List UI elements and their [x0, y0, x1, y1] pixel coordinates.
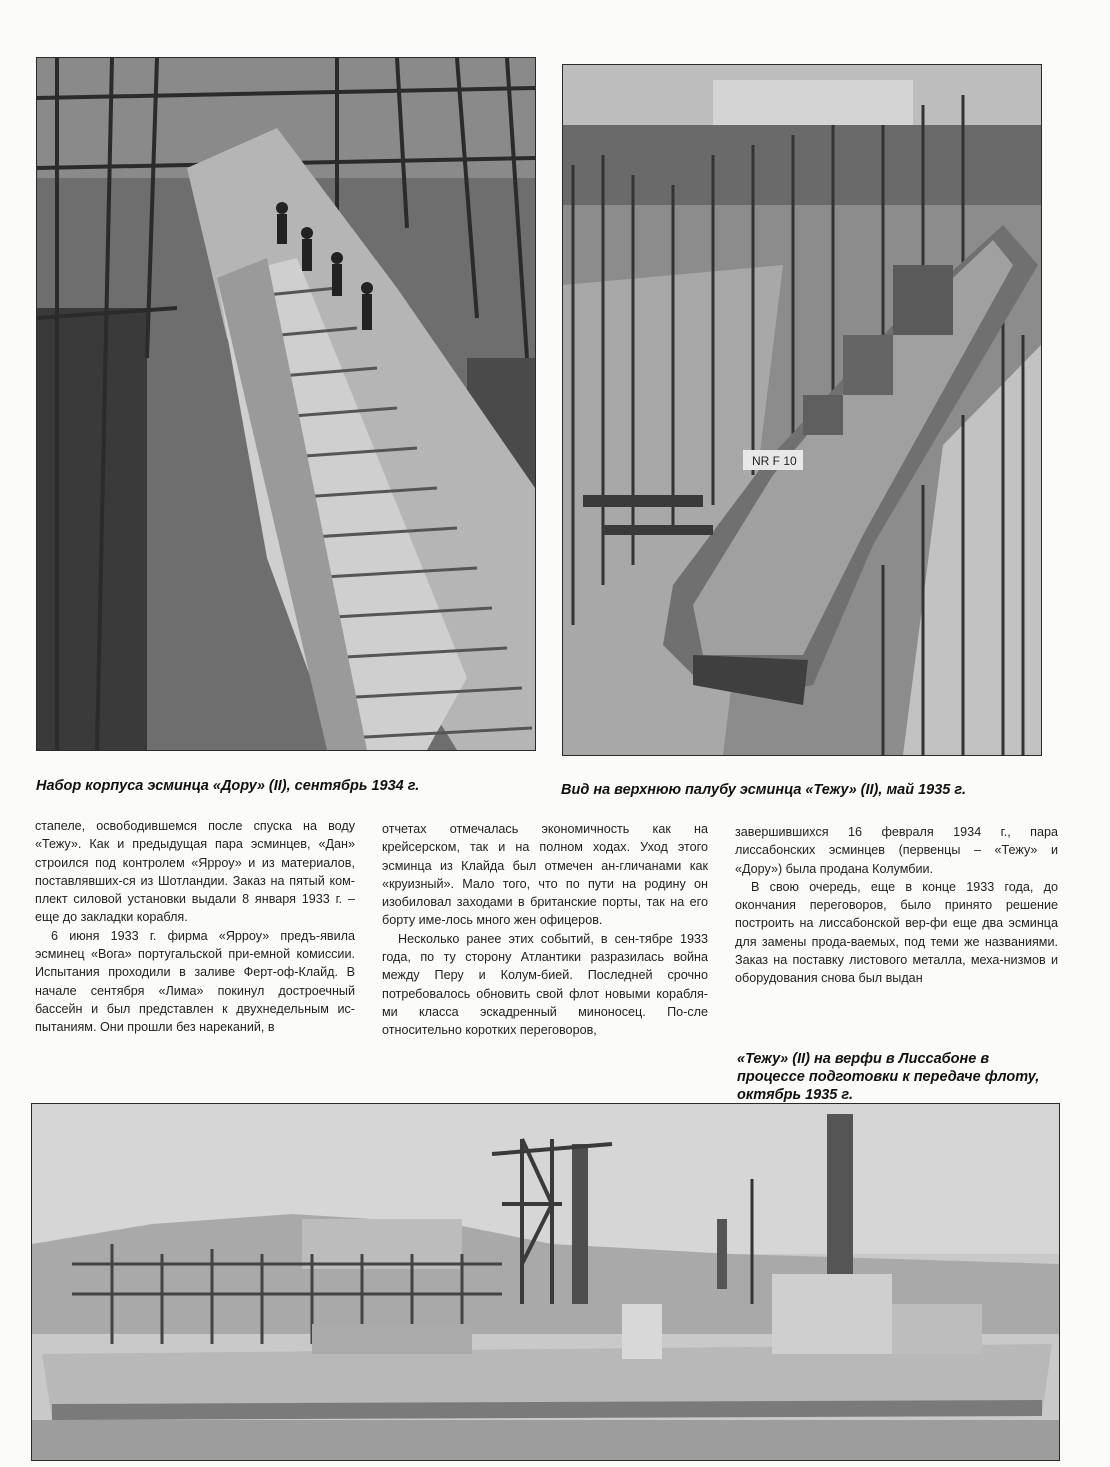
caption-shipyard: «Тежу» (II) на верфи в Лиссабоне в процессе подготовки к передаче флоту, октябрь 1935 г.	[737, 1051, 1040, 1103]
paragraph: Несколько ранее этих событий, в сен-тябре 1933 года, по ту сторону Атлантики разразилась война между Перу и Колум-бией. Последней срочно потребовалось обновить свой флот новыми корабля-ми класса эскадренный миноносец. По-сле относительно коротких переговоров,	[382, 931, 708, 1038]
caption-hull-framing: Набор корпуса эсминца «Дору» (II), сентябрь 1934 г.	[36, 778, 420, 794]
photo-shipyard-image	[32, 1104, 1059, 1460]
photo-top-deck	[562, 64, 1042, 756]
paragraph: отчетах отмечалась экономичность как на крейсерском, так и на полном ходах. Уход этого эсминца из Клайда был отмечен ан-гличанами как «круизный». Мало того, что по пути на родину он изобиловал заходами в британские порты, так на его борту име-лось много жен офицеров.	[382, 822, 708, 928]
text-column-3	[735, 823, 1058, 988]
bow-marking: NR F 10	[752, 454, 797, 468]
paragraph: стапеле, освободившемся после спуска на воду «Тежу». Как и предыдущая пара эсминцев, «Дан» строился под контролем «Ярроу» и из материалов, поставлявших-ся из Шотландии. Заказ на пятый ком-плект силовой установки выдали 8 января 1933 г. – еще до закладки корабля.	[35, 819, 355, 925]
photo-hull-framing-image	[37, 58, 535, 750]
text-column-2	[382, 820, 708, 1040]
paragraph: В свою очередь, еще в конце 1933 года, до окончания переговоров, было принято решение построить на лиссабонской вер-фи еще два эсминца для замены прода-ваемых, под теми же названиями. Заказ на поставку листового металла, меха-низмов и оборудования снова был выдан	[735, 879, 1058, 986]
paragraph: завершившихся 16 февраля 1934 г., пара лиссабонских эсминцев (первенцы – «Тежу» и «Дору») была продана Колумбии.	[735, 825, 1058, 876]
photo-shipyard-lisbon	[31, 1103, 1060, 1461]
photo-hull-framing	[36, 57, 536, 751]
text-column-1	[35, 817, 355, 1037]
photo-top-deck-image	[563, 65, 1041, 755]
caption-top-deck: Вид на верхнюю палубу эсминца «Тежу» (II), май 1935 г.	[561, 782, 966, 798]
paragraph: 6 июня 1933 г. фирма «Ярроу» предъ-явила эсминец «Вога» португальской при-емной комиссии. Испытания проходили в заливе Ферт-оф-Клайд. В начале сентября «Лима» покинул достроечный бассейн и был представлен к двухнедельным ис-пытаниям. Они прошли без нареканий, в	[35, 928, 355, 1035]
